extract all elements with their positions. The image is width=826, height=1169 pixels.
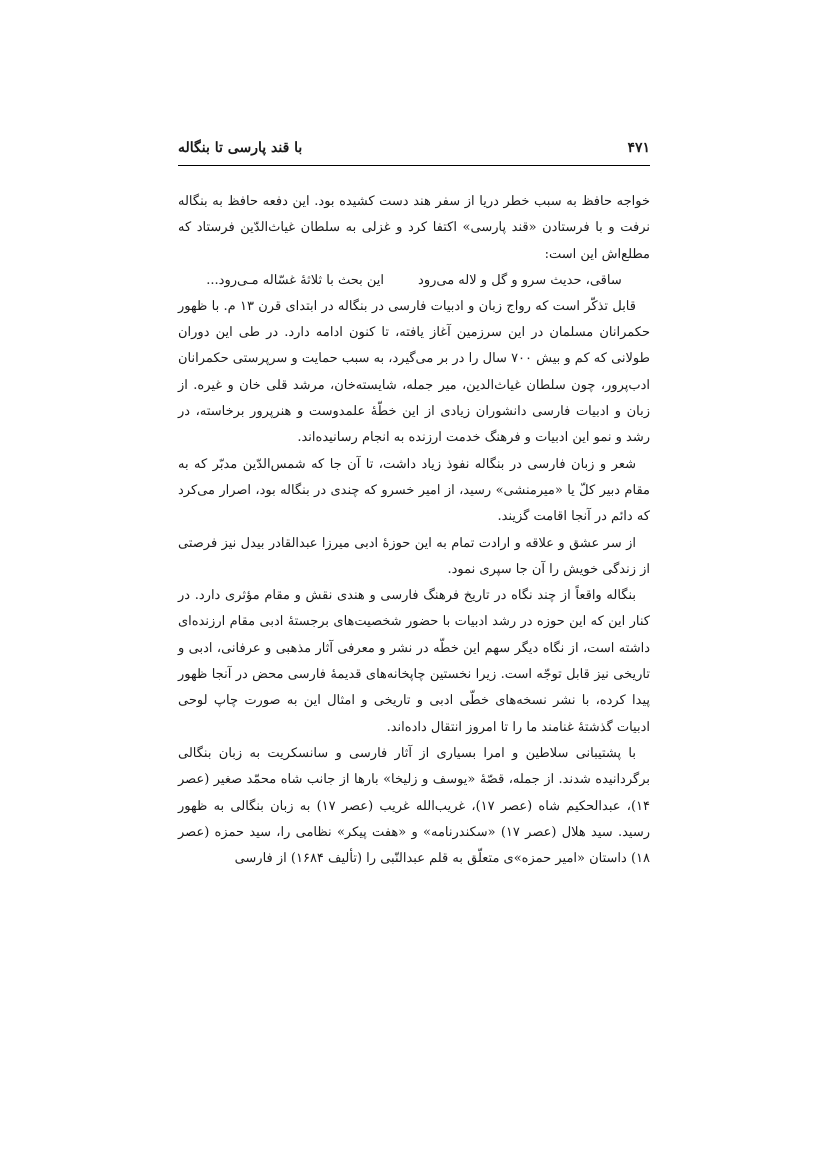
verse-hemistich-2: این بحث با ثلاثهٔ غسّاله مـی‌رود... xyxy=(206,272,385,288)
verse-couplet xyxy=(178,268,650,294)
running-head xyxy=(178,140,650,162)
body-text xyxy=(178,189,650,872)
verse-gap xyxy=(384,268,418,294)
paragraph-1: خواجه حافظ به سبب خطر دریا از سفر هند دست کشیده بود. این دفعه حافظ به بنگاله نرفت و با فرستادن «قند پارسی» اکتفا کرد و غزلی به سلطان غیاث‌الدّین فرستاد که مطلع‌اش این است: xyxy=(178,194,650,262)
paragraph-5: بنگاله واقعاً از چند نگاه در تاریخ فرهنگ فارسی و هندی نقش و مقام مؤثری دارد. در کنار این که این حوزه در رشد ادبیات با حضور شخصیت‌های برجستهٔ ادبی مقام ارزنده‌ای داشته است، از نگاه دیگر سهم این خطّه در نشر و معرفی آثار مذهبی و عرفانی، ادبی و تاریخی نیز قابل توجّه است. زیرا نخستین چاپخانه‌های قدیمهٔ فارسی محض در آنجا ظهور پیدا کرده، با نشر نسخه‌های خطّی ادبی و تاریخی و امثال این به صورت چاپ لوحی ادبیات گذشتهٔ غنامند ما را تا امروز انتقال داده‌اند. xyxy=(178,588,650,735)
paragraph-4: از سر عشق و علاقه و ارادت تمام به این حوزهٔ ادبی میرزا عبدالقادر بیدل نیز فرصتی از زندگی خویش را آن جا سپری نمود. xyxy=(178,535,650,577)
running-title: با قند پارسی تا بنگاله xyxy=(178,140,303,156)
paragraph-3: شعر و زبان فارسی در بنگاله نفوذ زیاد داشت، تا آن جا که شمس‌الدّین مدبّر که به مقام دبیر کلّ یا «میرمنشی» رسید، از امیر خسرو که چندی در بنگاله بود، اصرار می‌کرد که دائم در آنجا اقامت گزیند. xyxy=(178,456,650,525)
page-number: ۴۷۱ xyxy=(627,140,650,156)
paragraph-6: با پشتیبانی سلاطین و امرا بسیاری از آثار فارسی و سانسکریت به زبان بنگالی برگردانیده شدند. از جمله، قصّهٔ «یوسف و زلیخا» بارها از جانب شاه محمّد صغیر (عصر ۱۴)، عبدالحکیم شاه (عصر ۱۷)، غریب‌الله غریب (عصر ۱۷) به زبان بنگالی به ظهور رسید. سید هلال (عصر ۱۷) «سکندرنامه» و «هفت پیکر» نظامی را، سید حمزه (عصر ۱۸) داستان «امیر حمزه»ی متعلّق به قلم عبدالنّبی را (تألیف ۱۶۸۴) از فارسی xyxy=(178,745,650,867)
paragraph-2: قابل تذکّر است که رواج زبان و ادبیات فارسی در بنگاله در ابتدای قرن ۱۳ م. با ظهور حکمرانان مسلمان در این سرزمین آغاز یافته، تا کنون ادامه دارد. در طی این دوران طولانی که کم و بیش ۷۰۰ سال را در بر می‌گیرد، به سبب حمایت و سرپرستی حکمرانان ادب‌پرور، چون سلطان غیاث‌الدین، میر جمله، شایسته‌خان، مرشد قلی خان و غیره. از زبان و ادبیات فارسی دانشوران زیادی از این خطّهٔ علمدوست و هنرپرور برخاسته، در رشد و نمو این ادبیات و فرهنگ خدمت ارزنده به انجام رسانیده‌اند. xyxy=(178,298,650,446)
verse-hemistich-1: ساقی، حدیث سرو و گل و لاله می‌رود xyxy=(418,272,622,288)
header-rule xyxy=(178,165,650,166)
